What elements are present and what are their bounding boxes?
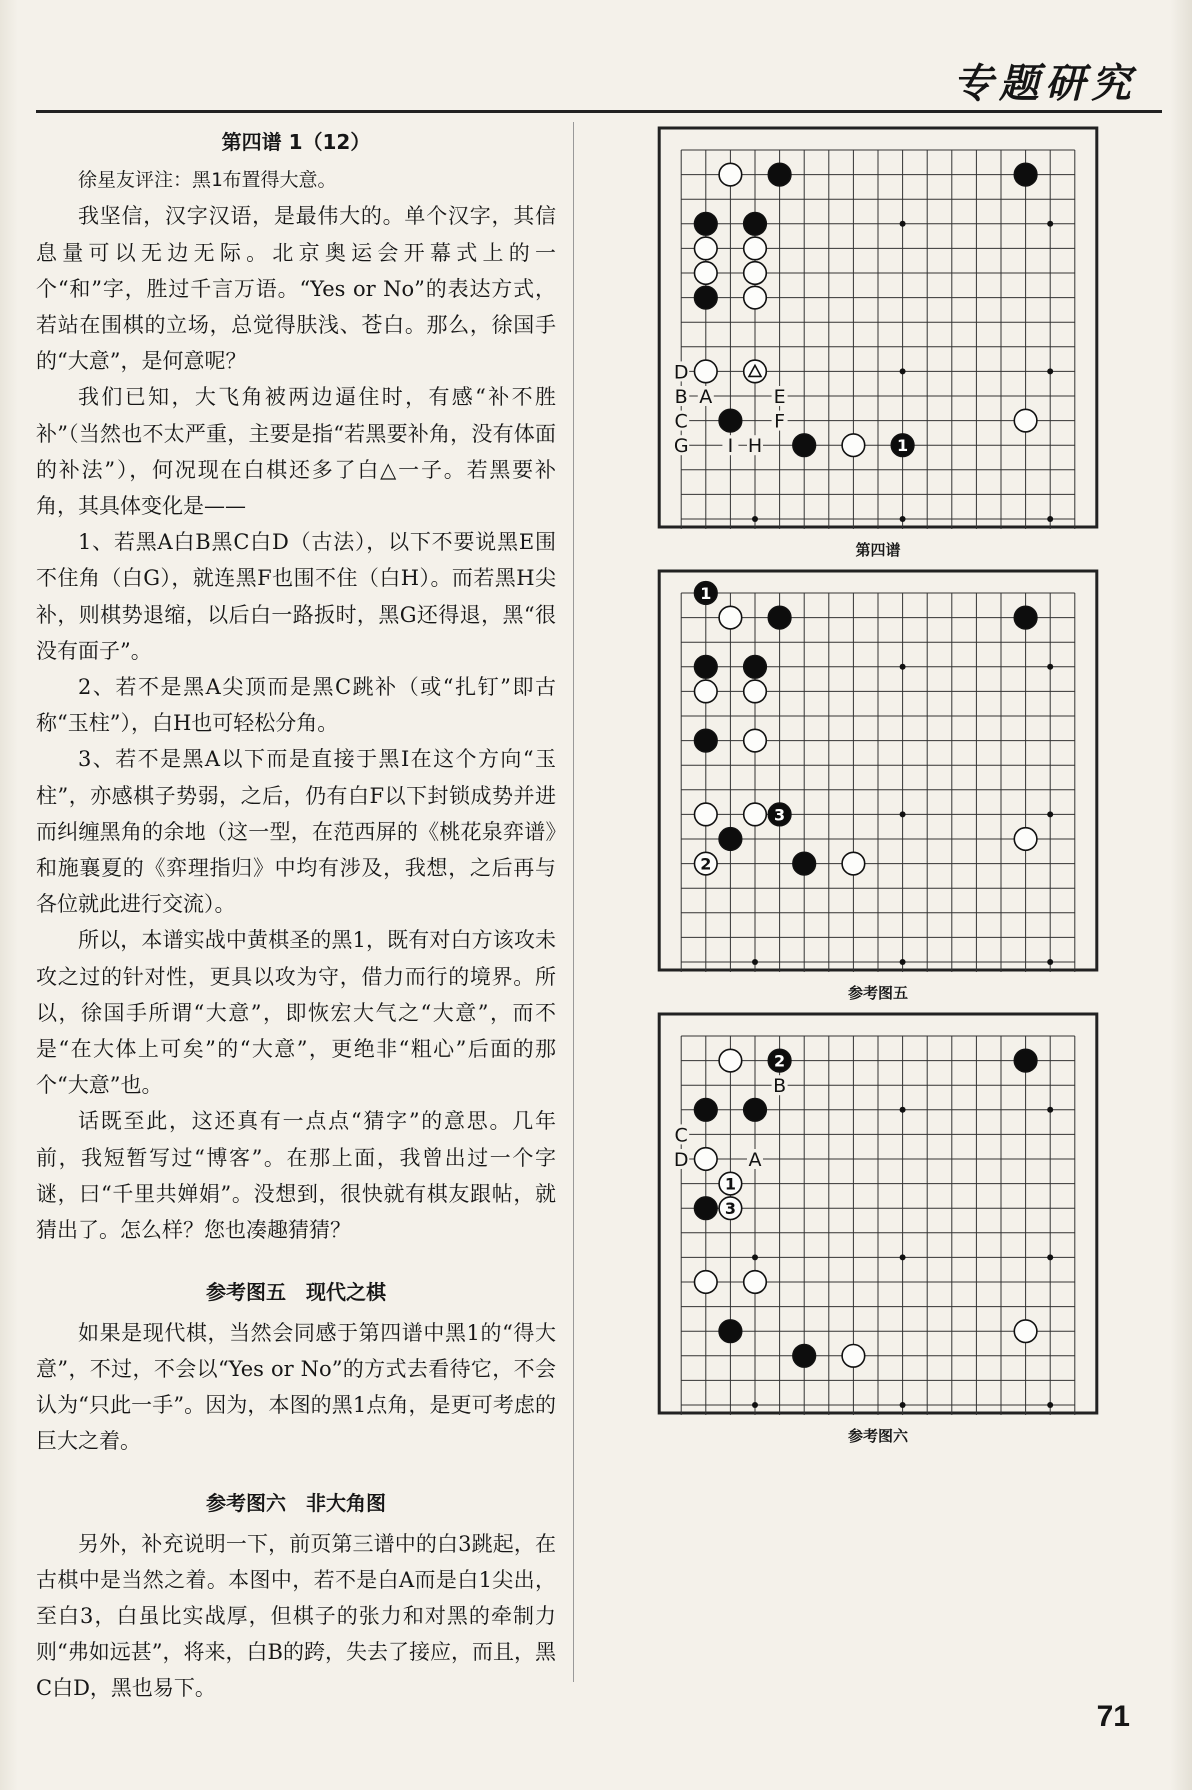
white-stone — [744, 729, 767, 752]
black-stone — [719, 1320, 742, 1343]
section-heading: 参考图六 非大角图 — [206, 1491, 386, 1516]
point-label: B — [674, 386, 688, 408]
paragraph: 我坚信，汉字汉语，是最伟大的。单个汉字，其信息量可以无边无际。北京奥运会开幕式上的一个“和”字，胜过千言万语。“Yes or No”的表达方式，若站在围棋的立场，总觉得肤浅、苍白。那么，徐国手的“大意”，是何意呢？ — [36, 204, 556, 374]
move-number: 3 — [724, 1199, 736, 1219]
point-label: D — [673, 1149, 689, 1171]
star-point — [900, 811, 906, 817]
black-stone — [1014, 606, 1037, 629]
white-stone — [1014, 409, 1037, 432]
star-point — [900, 1254, 906, 1260]
black-stone — [768, 606, 791, 629]
go-board — [600, 126, 1156, 529]
black-stone — [1014, 163, 1037, 186]
move-number: 1 — [724, 1174, 736, 1194]
point-label: E — [773, 386, 786, 408]
paragraph-group — [36, 1526, 556, 1707]
diagram-heading: 第四谱 1（12） — [221, 130, 371, 154]
paragraph-group — [36, 1315, 556, 1460]
black-stone — [744, 1099, 767, 1122]
star-point — [900, 1402, 906, 1408]
diagram-caption: 参考图五 — [847, 984, 908, 1002]
point-label: D — [673, 361, 689, 384]
section-heading: 参考图五 现代之棋 — [206, 1280, 386, 1305]
black-stone — [695, 1197, 718, 1220]
star-point — [1047, 1402, 1053, 1408]
star-point — [1047, 516, 1053, 522]
paragraph: 我们已知，大飞角被两边逼住时，有感“补不胜补”（当然也不太严重，主要是指“若黑要补角，没有体面的补法”），何况现在白棋还多了白△一子。若黑要补角，其具体变化是—— — [36, 385, 556, 519]
black-stone — [695, 1099, 718, 1122]
paragraph: 如果是现代棋，当然会同感于第四谱中黑1的“得大意”，不过，不会以“Yes or No”的方式去看待它，不会认为“只此一手”。因为，本图的黑1点角，是更可考虑的巨大之着。 — [36, 1320, 556, 1454]
white-stone — [1014, 1320, 1037, 1343]
black-stone — [695, 213, 718, 236]
white-stone — [744, 680, 767, 703]
black-stone — [793, 852, 816, 875]
star-point — [900, 664, 906, 670]
move-number: 2 — [774, 1051, 786, 1071]
point-label: A — [699, 386, 713, 408]
star-point — [900, 516, 906, 522]
go-diagram — [600, 569, 1156, 1012]
star-point — [900, 368, 906, 374]
star-point — [900, 959, 906, 965]
go-diagram — [600, 126, 1156, 569]
black-stone — [719, 828, 742, 851]
white-stone — [744, 237, 767, 260]
black-stone — [793, 434, 816, 457]
point-label: A — [748, 1149, 762, 1171]
star-point — [1047, 811, 1053, 817]
black-stone — [1014, 1049, 1037, 1072]
star-point — [1047, 664, 1053, 670]
point-label: C — [674, 410, 688, 433]
white-stone — [744, 360, 767, 383]
white-stone — [842, 434, 865, 457]
black-stone — [744, 213, 767, 236]
star-point — [752, 516, 758, 522]
go-diagram — [600, 1012, 1156, 1445]
section-title: 专题研究 — [953, 60, 1137, 107]
star-point — [1047, 1107, 1053, 1113]
page-number: 71 — [1096, 1700, 1130, 1733]
black-stone — [719, 409, 742, 432]
point-label: H — [747, 435, 763, 458]
white-stone — [695, 1271, 718, 1294]
point-label: C — [674, 1124, 688, 1147]
white-stone — [842, 1345, 865, 1368]
paragraph: 另外，补充说明一下，前页第三谱中的白3跳起，在古棋中是当然之着。本图中，若不是白A而是白1尖出，至白3，白虽比实战厚，但棋子的张力和对黑的牵制力则“弗如远甚”，将来，白B的跨，失去了接应，而且，黑C白D，黑也易下。 — [36, 1531, 556, 1701]
star-point — [752, 1402, 758, 1408]
white-stone — [744, 803, 767, 826]
white-stone — [719, 1049, 742, 1072]
star-point — [752, 1254, 758, 1260]
move-number: 1 — [897, 436, 909, 456]
white-stone — [695, 680, 718, 703]
white-stone — [719, 606, 742, 629]
black-stone — [695, 729, 718, 752]
star-point — [1047, 959, 1053, 965]
paragraph-group — [36, 198, 556, 1248]
black-stone — [793, 1345, 816, 1368]
star-point — [1047, 368, 1053, 374]
point-label: F — [774, 410, 786, 433]
paragraph: 3、若不是黑A以下而是直接于黑I在这个方向“玉柱”，亦感棋子势弱，之后，仍有白F以下封锁成势并进而纠缠黑角的余地（这一型，在范西屏的《桃花泉弈谱》和施襄夏的《弈理指归》中均有涉及，我想，之后再与各位就此进行交流）。 — [36, 747, 556, 917]
black-stone — [744, 656, 767, 679]
move-number: 2 — [700, 854, 712, 874]
star-point — [900, 221, 906, 227]
white-stone — [695, 803, 718, 826]
commentary-line: 徐星友评注：黑1布置得大意。 — [78, 169, 337, 192]
white-stone — [695, 237, 718, 260]
point-label: G — [673, 435, 689, 458]
black-stone — [695, 656, 718, 679]
black-stone — [768, 163, 791, 186]
star-point — [900, 1107, 906, 1113]
article-column — [36, 122, 556, 1707]
star-point — [752, 959, 758, 965]
column-divider — [573, 122, 574, 1682]
paragraph: 1、若黑A白B黑C白D（古法），以下不要说黑E围不住角（白G），就连黑F也围不住（白H）。而若黑H尖补，则棋势退缩，以后白一路扳时，黑G还得退，黑“很没有面子”。 — [36, 530, 556, 663]
point-label: I — [727, 435, 734, 458]
white-stone — [744, 1271, 767, 1294]
move-number: 1 — [700, 584, 712, 603]
diagram-caption: 参考图六 — [847, 1427, 908, 1445]
move-number: 3 — [774, 805, 786, 825]
white-stone — [842, 852, 865, 875]
white-stone — [695, 262, 718, 285]
paragraph: 所以，本谱实战中黄棋圣的黑1，既有对白方该攻未攻之过的针对性，更具以攻为守，借力而行的境界。所以，徐国手所谓“大意”，即恢宏大气之“大意”，而不是“在大体上可矣”的“大意”，更绝非“粗心”后面的那个“大意”也。 — [36, 928, 556, 1098]
header-rule — [36, 110, 1162, 113]
paragraph: 话既至此，这还真有一点点“猜字”的意思。几年前，我短暂写过“博客”。在那上面，我曾出过一个字谜，曰“千里共婵娟”。没想到，很快就有棋友跟帖，就猜出了。怎么样？您也凑趣猜猜？ — [36, 1109, 556, 1243]
star-point — [1047, 1254, 1053, 1260]
white-stone — [695, 360, 718, 383]
white-stone — [1014, 828, 1037, 851]
star-point — [1047, 221, 1053, 227]
white-stone — [744, 286, 767, 309]
point-label: B — [773, 1075, 787, 1098]
go-board — [600, 569, 1156, 972]
white-stone — [744, 262, 767, 285]
white-stone — [695, 1148, 718, 1171]
paragraph: 2、若不是黑A尖顶而是黑C跳补（或“扎钉”即古称“玉柱”），白H也可轻松分角。 — [36, 675, 556, 736]
go-board — [600, 1012, 1156, 1415]
diagram-column — [600, 126, 1156, 1445]
white-stone — [719, 163, 742, 186]
black-stone — [695, 286, 718, 309]
diagram-caption: 第四谱 — [855, 541, 901, 559]
